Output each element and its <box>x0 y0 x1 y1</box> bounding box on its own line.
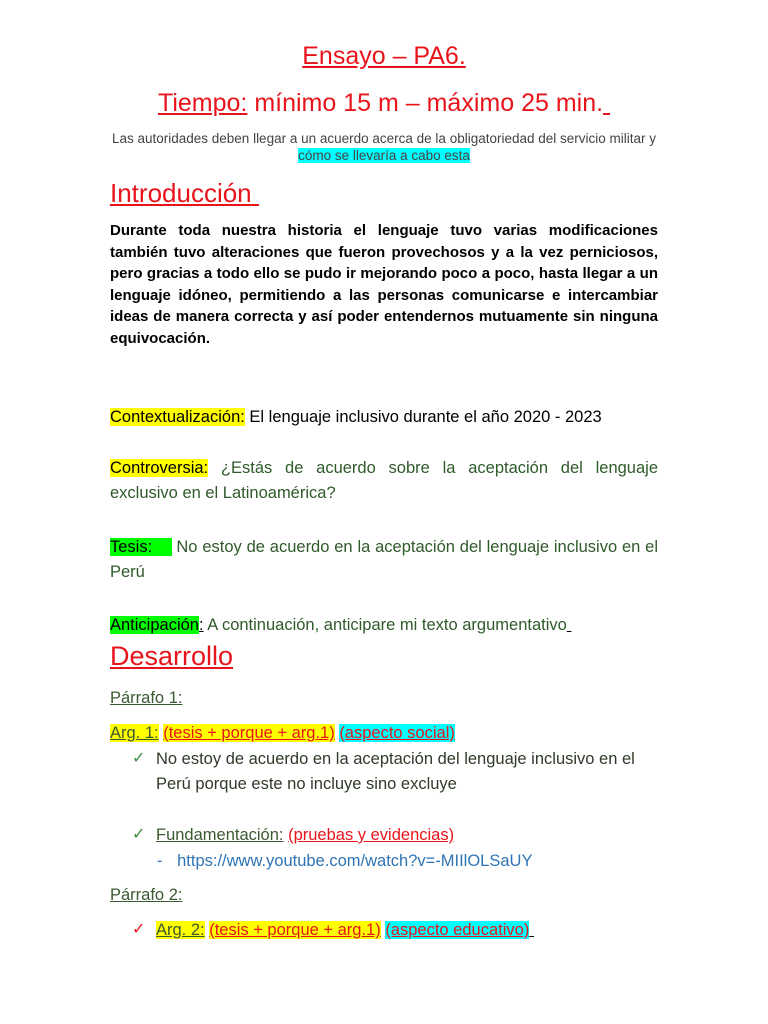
thesis <box>110 535 658 585</box>
argument-2-aspect: (aspecto educativo) <box>385 921 530 939</box>
evidence-link[interactable]: https://www.youtube.com/watch?v=-MIIlOLSaUY <box>177 852 533 870</box>
argument-2-item <box>132 918 672 943</box>
controversy-text: ¿Estás de acuerdo sobre la aceptación del lenguaje exclusivo en el Latinoamérica? <box>110 459 658 502</box>
argument-1-text: No estoy de acuerdo en la aceptación del lenguaje inclusivo en el Perú porque este no incluye sino excluye <box>156 750 635 793</box>
thesis-text: No estoy de acuerdo en la aceptación del lenguaje inclusivo en el Perú <box>110 538 658 581</box>
argument-1-line <box>110 721 455 746</box>
contextualization <box>110 405 658 430</box>
time-line <box>0 87 768 119</box>
evidence-link-line: - https://www.youtube.com/watch?v=-MIIlOLSaUY <box>157 852 533 870</box>
intro-paragraph: Durante toda nuestra historia el lenguaje tuvo varias modificaciones también tuvo alteraciones que fueron provechosos y a la vez perniciosos, pero gracias a todo ello se pudo ir mejorando poco a poco, hasta llegar a un lenguaje idóneo, permitiendo a las personas comunicarse e intercambiar ideas de manera correcta y así poder entendernos mutuamente sin ninguna equivocación. <box>110 222 658 347</box>
paragraph-2-label: Párrafo 2: <box>110 886 183 904</box>
time-label: Tiempo: <box>157 89 248 117</box>
fundamentation-item <box>132 823 672 848</box>
argument-1-item <box>132 747 672 797</box>
essay-prompt: Las autoridades deben llegar a un acuerdo acerca de la obligatoriedad del servicio militar y cómo se llevaría a cabo esta <box>111 131 657 163</box>
argument-1-formula: (tesis + porque + arg.1) <box>163 724 335 742</box>
controversy <box>110 456 658 506</box>
prompt-highlight: cómo se llevaría a cabo esta <box>298 148 470 163</box>
argument-1-label: Arg. 1: <box>110 724 159 742</box>
fundamentation-detail: (pruebas y evidencias) <box>288 826 455 844</box>
argument-1-aspect: (aspecto social) <box>339 724 455 742</box>
time-range: mínimo 15 m – máximo 25 min. <box>254 89 604 117</box>
thesis-label: Tesis: <box>110 538 172 556</box>
paragraph-1-label: Párrafo 1: <box>110 689 183 707</box>
check-icon: ✓ <box>132 921 146 938</box>
argument-2-formula: (tesis + porque + arg.1) <box>209 921 381 939</box>
anticipation-label: Anticipación <box>110 616 199 634</box>
check-icon: ✓ <box>132 750 146 767</box>
argument-2-label: Arg. 2: <box>156 921 205 939</box>
anticipation: Anticipación: A continuación, anticipare mi texto argumentativo <box>110 616 567 634</box>
controversy-label: Controversia: <box>110 459 209 477</box>
contextualization-label: Contextualización: <box>110 408 245 426</box>
check-icon: ✓ <box>132 826 146 843</box>
contextualization-text: El lenguaje inclusivo durante el año 2020 - 2023 <box>249 408 602 426</box>
anticipation-text: A continuación, anticipare mi texto argumentativo <box>207 616 567 634</box>
development-heading: Desarrollo <box>110 641 234 671</box>
intro-heading: Introducción <box>110 178 252 208</box>
fundamentation-label: Fundamentación: <box>156 826 284 844</box>
document-title: Ensayo – PA6. <box>302 42 466 70</box>
